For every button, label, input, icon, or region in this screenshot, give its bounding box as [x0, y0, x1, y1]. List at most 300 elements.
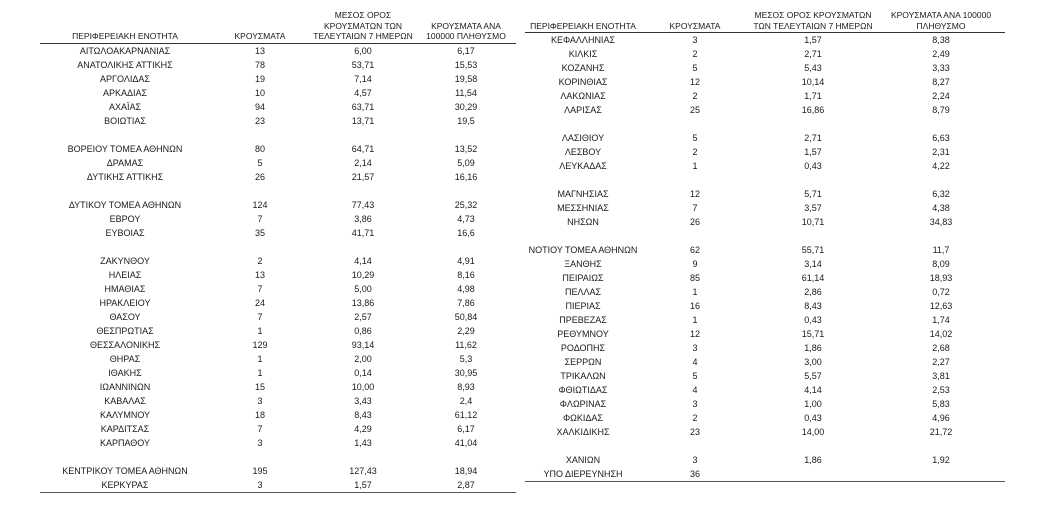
table-row	[40, 254, 516, 268]
region-cell: ΗΡΑΚΛΕΙΟΥ	[99, 297, 151, 308]
cases-cell: 1	[257, 325, 263, 336]
spacer-cell	[877, 229, 1005, 243]
per100k-cell: 8,79	[932, 105, 950, 115]
table-row	[40, 394, 516, 408]
per100k-cell: 11,54	[455, 87, 477, 98]
avg7-cell: 15,71	[801, 329, 825, 339]
table-row	[525, 215, 1005, 229]
cases-cell: 1	[692, 161, 698, 171]
cases-cell: 78	[254, 59, 265, 70]
table-row	[40, 408, 516, 422]
per100k-cell: 18,94	[454, 465, 478, 476]
table-row	[40, 464, 516, 478]
spacer-cell	[525, 173, 641, 187]
table-row	[40, 422, 516, 436]
region-cell: ΚΟΖΑΝΗΣ	[561, 63, 605, 73]
region-cell: ΘΑΣΟΥ	[109, 311, 141, 322]
region-cell: ΜΕΣΣΗΝΙΑΣ	[557, 203, 609, 213]
avg7-cell: 64,71	[351, 143, 375, 154]
spacer-cell	[641, 439, 749, 453]
region-cell: ΤΡΙΚΑΛΩΝ	[560, 371, 606, 381]
table-row	[525, 187, 1005, 201]
spacer-cell	[749, 117, 877, 131]
spacer-cell	[210, 128, 310, 142]
per100k-cell	[877, 467, 1005, 482]
avg7-cell: 14,00	[801, 427, 825, 437]
spacer-cell	[749, 173, 877, 187]
avg7-cell: 10,71	[801, 217, 825, 227]
avg7-cell: 10,14	[801, 77, 825, 87]
table-row	[525, 131, 1005, 145]
avg7-cell: 0,43	[804, 315, 822, 325]
region-cell: ΚΑΒΑΛΑΣ	[104, 395, 146, 406]
spacer-cell	[210, 450, 310, 464]
avg7-cell: 3,57	[804, 203, 822, 213]
avg7-cell: 61,14	[801, 273, 825, 283]
table-row	[525, 285, 1005, 299]
region-cell: ΚΕΦΑΛΛΗΝΙΑΣ	[550, 35, 616, 45]
per100k-cell: 16,16	[454, 171, 478, 182]
region-cell: ΚΕΡΚΥΡΑΣ	[40, 478, 210, 493]
cases-cell: 7	[257, 283, 263, 294]
avg7-cell: 2,86	[804, 287, 822, 297]
per100k-cell: 5,09	[457, 157, 475, 168]
per100k-cell: 34,83	[929, 217, 953, 227]
avg7-cell: 77,43	[351, 199, 375, 210]
per100k-cell: 4,91	[457, 255, 475, 266]
cases-cell: 195	[252, 465, 268, 476]
region-cell: ΛΕΣΒΟΥ	[564, 147, 602, 157]
spacer-cell	[310, 240, 416, 254]
per100k-cell: 2,53	[932, 385, 950, 395]
per100k-cell: 0,72	[932, 287, 950, 297]
region-cell: ΦΘΙΩΤΙΔΑΣ	[558, 385, 608, 395]
per100k-cell: 25,32	[454, 199, 478, 210]
avg7-cell: 3,86	[354, 213, 372, 224]
cases-cell: 129	[252, 339, 268, 350]
table-row	[40, 170, 516, 184]
per100k-cell: 8,09	[932, 259, 950, 269]
cases-cell: 3	[692, 455, 698, 465]
avg7-cell: 3,00	[804, 357, 822, 367]
region-cell: ΞΑΝΘΗΣ	[564, 259, 602, 269]
spacer-cell	[641, 117, 749, 131]
table-row	[40, 100, 516, 114]
table-row	[40, 86, 516, 100]
table-row	[40, 43, 516, 58]
avg7-cell: 21,57	[351, 171, 375, 182]
spacer-row	[525, 173, 1005, 187]
avg7-cell: 10,00	[351, 381, 375, 392]
table-row	[525, 355, 1005, 369]
per100k-cell: 30,29	[454, 101, 478, 112]
table-row	[525, 383, 1005, 397]
avg7-cell: 16,86	[801, 105, 825, 115]
per100k-cell: 18,93	[929, 273, 953, 283]
table-row	[525, 299, 1005, 313]
region-cell: ΑΝΑΤΟΛΙΚΗΣ ΑΤΤΙΚΗΣ	[77, 59, 173, 70]
avg7-cell: 10,29	[351, 269, 375, 280]
region-cell: ΙΩΑΝΝΙΝΩΝ	[99, 381, 151, 392]
per100k-cell: 4,96	[932, 413, 950, 423]
table-row	[525, 425, 1005, 439]
per100k-cell: 15,53	[454, 59, 478, 70]
per100k-cell: 8,38	[932, 35, 950, 45]
avg7-cell: 63,71	[351, 101, 375, 112]
cases-cell: 2	[692, 49, 698, 59]
avg7-cell: 5,57	[804, 371, 822, 381]
region-cell: ΒΟΙΩΤΙΑΣ	[104, 115, 146, 126]
region-cell: ΛΕΥΚΑΔΑΣ	[559, 161, 607, 171]
per100k-cell: 2,68	[932, 343, 950, 353]
per100k-cell: 19,58	[454, 73, 478, 84]
region-cell: ΚΑΡΔΙΤΣΑΣ	[100, 423, 150, 434]
spacer-row	[40, 128, 516, 142]
region-cell: ΑΡΚΑΔΙΑΣ	[102, 87, 148, 98]
table-row	[40, 212, 516, 226]
cases-cell: 124	[252, 199, 268, 210]
table-row	[525, 453, 1005, 467]
region-cell: ΧΑΝΙΩΝ	[565, 455, 601, 465]
cases-cell: 13	[254, 45, 265, 56]
table-row	[40, 114, 516, 128]
cases-cell: 4	[692, 357, 698, 367]
avg7-cell: 1,00	[804, 399, 822, 409]
table-row	[40, 296, 516, 310]
per100k-cell: 2,31	[932, 147, 950, 157]
avg7-cell: 1,57	[804, 147, 822, 157]
spacer-row	[40, 450, 516, 464]
table-row	[40, 324, 516, 338]
cases-cell: 23	[689, 427, 700, 437]
region-cell: ΚΕΝΤΡΙΚΟΥ ΤΟΜΕΑ ΑΘΗΝΩΝ	[62, 465, 188, 476]
per100k-cell: 61,12	[454, 409, 478, 420]
table-row	[525, 327, 1005, 341]
region-cell: ΗΛΕΙΑΣ	[108, 269, 142, 280]
header-region: ΠΕΡΙΦΕΡΕΙΑΚΗ ΕΝΟΤΗΤΑ	[40, 10, 210, 43]
region-cell: ΕΒΡΟΥ	[109, 213, 141, 224]
spacer-cell	[310, 128, 416, 142]
avg7-cell: 4,14	[354, 255, 372, 266]
per100k-cell: 6,32	[932, 189, 950, 199]
region-cell: ΑΧΑΪΑΣ	[108, 101, 142, 112]
cases-cell: 12	[689, 189, 700, 199]
region-cell: ΦΩΚΙΔΑΣ	[563, 413, 603, 423]
cases-cell: 12	[689, 329, 700, 339]
table-row	[40, 436, 516, 450]
header-cases: ΚΡΟΥΣΜΑΤΑ	[641, 10, 749, 33]
spacer-row	[525, 439, 1005, 453]
region-cell: ΔΥΤΙΚΟΥ ΤΟΜΕΑ ΑΘΗΝΩΝ	[68, 199, 182, 210]
table-row	[40, 282, 516, 296]
table-row	[40, 198, 516, 212]
cases-cell: 35	[254, 227, 265, 238]
per100k-cell: 21,72	[929, 427, 953, 437]
avg7-cell: 2,57	[354, 311, 372, 322]
cases-cell: 1	[257, 353, 263, 364]
table-row	[40, 338, 516, 352]
per100k-cell: 7,86	[457, 297, 475, 308]
spacer-row	[525, 117, 1005, 131]
per100k-cell: 30,95	[454, 367, 478, 378]
per100k-cell: 4,98	[457, 283, 475, 294]
cases-table-right	[525, 10, 1005, 482]
avg7-cell: 2,71	[804, 133, 822, 143]
region-cell: ΝΗΣΩΝ	[567, 217, 599, 227]
per100k-cell: 50,84	[454, 311, 478, 322]
spacer-row	[40, 240, 516, 254]
cases-cell: 3	[257, 395, 263, 406]
avg7-cell: 8,43	[804, 301, 822, 311]
cases-cell: 19	[254, 73, 265, 84]
region-cell: ΘΕΣΠΡΩΤΙΑΣ	[96, 325, 154, 336]
cases-cell: 18	[254, 409, 265, 420]
per100k-cell: 3,33	[932, 63, 950, 73]
table-row	[525, 145, 1005, 159]
table-row	[40, 380, 516, 394]
spacer-cell	[416, 184, 516, 198]
table-row	[525, 467, 1005, 482]
table-row	[525, 47, 1005, 61]
region-cell: ΠΕΙΡΑΙΩΣ	[562, 273, 604, 283]
header-cases: ΚΡΟΥΣΜΑΤΑ	[210, 10, 310, 43]
cases-cell: 7	[257, 213, 263, 224]
avg7-cell: 7,14	[354, 73, 372, 84]
spacer-cell	[749, 229, 877, 243]
avg7-cell: 2,71	[804, 49, 822, 59]
avg7-cell: 8,43	[354, 409, 372, 420]
cases-cell: 7	[257, 423, 263, 434]
cases-cell: 26	[254, 171, 265, 182]
region-cell: ΠΡΕΒΕΖΑΣ	[559, 315, 607, 325]
region-cell: ΑΡΓΟΛΙΔΑΣ	[100, 73, 150, 84]
region-cell: ΛΑΚΩΝΙΑΣ	[560, 91, 606, 101]
table-row	[40, 142, 516, 156]
spacer-row	[525, 229, 1005, 243]
avg7-cell: 1,86	[804, 455, 822, 465]
spacer-cell	[416, 450, 516, 464]
avg7-cell: 55,71	[801, 245, 825, 255]
region-cell: ΕΥΒΟΙΑΣ	[105, 227, 145, 238]
table-body-left	[40, 43, 516, 492]
region-cell: ΔΡΑΜΑΣ	[106, 157, 144, 168]
spacer-cell	[749, 439, 877, 453]
spacer-row	[40, 184, 516, 198]
table-row	[40, 352, 516, 366]
table-row	[525, 257, 1005, 271]
per100k-cell: 4,38	[932, 203, 950, 213]
spacer-cell	[416, 128, 516, 142]
per100k-cell: 2,29	[457, 325, 475, 336]
spacer-cell	[210, 184, 310, 198]
region-cell: ΚΙΛΚΙΣ	[568, 49, 598, 59]
cases-cell: 15	[254, 381, 265, 392]
per100k-cell: 2,4	[459, 395, 473, 406]
per100k-cell: 1,92	[932, 455, 950, 465]
per100k-cell: 11,7	[932, 245, 950, 255]
avg7-cell: 3,14	[804, 259, 822, 269]
region-cell: ΜΑΓΝΗΣΙΑΣ	[557, 189, 609, 199]
table-row	[525, 313, 1005, 327]
per100k-cell: 3,81	[932, 371, 950, 381]
spacer-cell	[877, 439, 1005, 453]
region-cell: ΔΥΤΙΚΗΣ ΑΤΤΙΚΗΣ	[86, 171, 164, 182]
spacer-cell	[641, 173, 749, 187]
avg7-cell: 13,71	[351, 115, 375, 126]
spacer-cell	[210, 240, 310, 254]
avg7-cell: 5,00	[354, 283, 372, 294]
per100k-cell: 13,52	[454, 143, 478, 154]
cases-cell: 16	[689, 301, 700, 311]
region-cell: ΡΟΔΟΠΗΣ	[560, 343, 606, 353]
table-body-right	[525, 33, 1005, 482]
per100k-cell: 14,02	[929, 329, 953, 339]
cases-cell: 13	[254, 269, 265, 280]
region-cell: ΣΕΡΡΩΝ	[564, 357, 602, 367]
cases-cell: 94	[254, 101, 265, 112]
per100k-cell: 1,74	[932, 315, 950, 325]
cases-cell: 2	[257, 255, 263, 266]
cases-cell: 26	[689, 217, 700, 227]
per100k-cell: 8,16	[457, 269, 475, 280]
avg7-cell: 1,57	[310, 478, 416, 493]
table-row	[525, 75, 1005, 89]
region-cell: ΛΑΣΙΘΙΟΥ	[561, 133, 605, 143]
per100k-cell: 4,22	[932, 161, 950, 171]
header-avg7: ΜΕΣΟΣ ΟΡΟΣ ΚΡΟΥΣΜΑΤΩΝ ΤΩΝ ΤΕΛΕΥΤΑΙΩΝ 7 ΗΜΕΡΩΝ	[310, 10, 416, 43]
region-cell: ΡΕΘΥΜΝΟΥ	[557, 329, 609, 339]
per100k-cell: 2,49	[932, 49, 950, 59]
cases-cell: 9	[692, 259, 698, 269]
cases-cell: 5	[692, 133, 698, 143]
region-cell: ΘΕΣΣΑΛΟΝΙΚΗΣ	[89, 339, 161, 350]
spacer-cell	[416, 240, 516, 254]
cases-cell: 36	[641, 467, 749, 482]
cases-cell: 2	[692, 147, 698, 157]
header-avg7: ΜΕΣΟΣ ΟΡΟΣ ΚΡΟΥΣΜΑΤΩΝ ΤΩΝ ΤΕΛΕΥΤΑΙΩΝ 7 ΗΜΕΡΩΝ	[749, 10, 877, 33]
spacer-cell	[40, 184, 210, 198]
per100k-cell: 2,87	[416, 478, 516, 493]
cases-cell: 1	[257, 367, 263, 378]
cases-cell: 10	[254, 87, 265, 98]
cases-cell: 3	[210, 478, 310, 493]
table-row	[40, 156, 516, 170]
region-cell: ΛΑΡΙΣΑΣ	[564, 105, 602, 115]
spacer-cell	[525, 229, 641, 243]
per100k-cell: 5,3	[459, 353, 473, 364]
cases-cell: 2	[692, 413, 698, 423]
cases-cell: 1	[692, 315, 698, 325]
avg7-cell	[749, 467, 877, 482]
spacer-cell	[310, 184, 416, 198]
avg7-cell: 0,86	[354, 325, 372, 336]
per100k-cell: 16,6	[457, 227, 475, 238]
spacer-cell	[877, 173, 1005, 187]
region-cell: ΚΑΡΠΑΘΟΥ	[99, 437, 151, 448]
table-row	[525, 411, 1005, 425]
avg7-cell: 93,14	[351, 339, 375, 350]
cases-cell: 62	[689, 245, 700, 255]
avg7-cell: 6,00	[354, 45, 372, 56]
per100k-cell: 11,62	[455, 339, 477, 350]
avg7-cell: 4,29	[354, 423, 372, 434]
region-cell: ΠΕΛΛΑΣ	[564, 287, 602, 297]
spacer-cell	[310, 450, 416, 464]
table-row	[525, 103, 1005, 117]
avg7-cell: 2,00	[354, 353, 372, 364]
avg7-cell: 2,14	[354, 157, 372, 168]
region-cell: ΧΑΛΚΙΔΙΚΗΣ	[556, 427, 610, 437]
cases-cell: 1	[692, 287, 698, 297]
avg7-cell: 5,43	[804, 63, 822, 73]
per100k-cell: 19,5	[457, 115, 475, 126]
cases-cell: 5	[692, 371, 698, 381]
cases-cell: 3	[257, 437, 263, 448]
region-cell: ΙΘΑΚΗΣ	[108, 367, 142, 378]
region-cell: ΑΙΤΩΛΟΑΚΑΡΝΑΝΙΑΣ	[79, 45, 171, 56]
per100k-cell: 6,17	[457, 45, 475, 56]
avg7-cell: 4,57	[354, 87, 372, 98]
avg7-cell: 13,86	[351, 297, 375, 308]
avg7-cell: 4,14	[804, 385, 822, 395]
avg7-cell: 1,86	[804, 343, 822, 353]
avg7-cell: 53,71	[351, 59, 375, 70]
spacer-cell	[641, 229, 749, 243]
cases-cell: 5	[257, 157, 263, 168]
cases-cell: 3	[692, 35, 698, 45]
per100k-cell: 6,63	[932, 133, 950, 143]
cases-cell: 7	[692, 203, 698, 213]
table-row	[525, 341, 1005, 355]
table-row	[525, 369, 1005, 383]
per100k-cell: 8,93	[457, 381, 475, 392]
spacer-cell	[40, 128, 210, 142]
table-row	[525, 271, 1005, 285]
region-cell: ΥΠΟ ΔΙΕΡΕΥΝΗΣΗ	[525, 467, 641, 482]
table-row	[525, 397, 1005, 411]
per100k-cell: 12,63	[929, 301, 953, 311]
table-row	[40, 72, 516, 86]
table-row	[40, 226, 516, 240]
table-row	[40, 310, 516, 324]
per100k-cell: 4,73	[457, 213, 475, 224]
avg7-cell: 41,71	[351, 227, 375, 238]
region-cell: ΦΛΩΡΙΝΑΣ	[559, 399, 607, 409]
cases-table-left	[40, 10, 516, 493]
region-cell: ΘΗΡΑΣ	[109, 353, 141, 364]
region-cell: ΝΟΤΙΟΥ ΤΟΜΕΑ ΑΘΗΝΩΝ	[528, 245, 638, 255]
per100k-cell: 2,24	[932, 91, 950, 101]
table-row	[40, 58, 516, 72]
spacer-cell	[40, 240, 210, 254]
per100k-cell: 2,27	[932, 357, 950, 367]
avg7-cell: 127,43	[349, 465, 377, 476]
cases-cell: 7	[257, 311, 263, 322]
region-cell: ΖΑΚΥΝΘΟΥ	[100, 255, 150, 266]
spacer-cell	[877, 117, 1005, 131]
avg7-cell: 0,14	[354, 367, 372, 378]
cases-cell: 85	[689, 273, 700, 283]
avg7-cell: 3,43	[354, 395, 372, 406]
region-cell: ΠΙΕΡΙΑΣ	[565, 301, 601, 311]
header-per100k: ΚΡΟΥΣΜΑΤΑ ΑΝΑ 100000 ΠΛΗΘΥΣΜΟ	[877, 10, 1005, 33]
table-row	[40, 478, 516, 493]
avg7-cell: 0,43	[804, 161, 822, 171]
cases-cell: 4	[692, 385, 698, 395]
cases-cell: 3	[692, 399, 698, 409]
spacer-cell	[525, 439, 641, 453]
table-row	[525, 243, 1005, 257]
